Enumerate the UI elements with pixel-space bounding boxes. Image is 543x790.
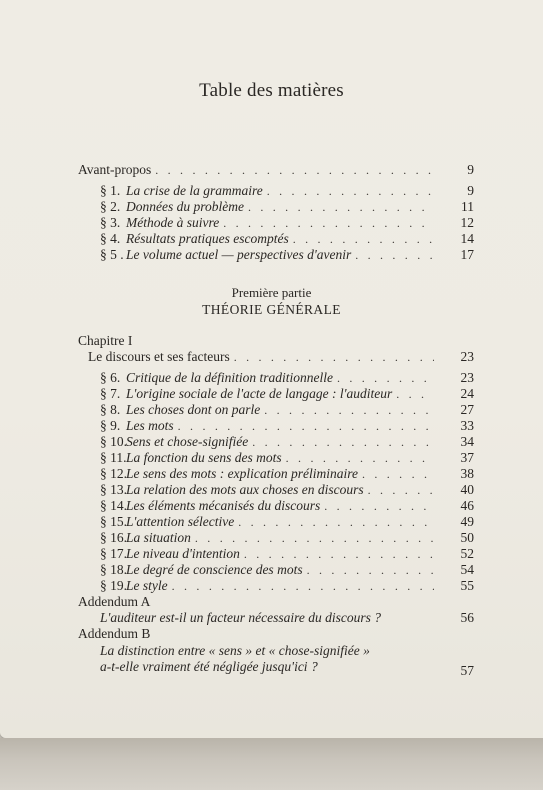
toc-entry-label: Le volume actuel — perspectives d'avenir bbox=[126, 247, 352, 262]
toc-entry bbox=[100, 546, 438, 562]
toc-page-number: 40 bbox=[460, 482, 474, 497]
toc-entry bbox=[100, 578, 438, 594]
addendum-b-text-line2: a-t-elle vraiment été négligée jusqu'ici ? bbox=[100, 659, 318, 674]
section-number: § 7. bbox=[100, 386, 121, 401]
toc-page-number: 57 bbox=[460, 663, 474, 678]
dot-leader bbox=[155, 162, 434, 178]
chapter-label: Chapitre I bbox=[78, 333, 133, 348]
section-number: § 11. bbox=[100, 450, 127, 465]
toc-page-number: 17 bbox=[460, 247, 474, 262]
toc-entry-label: Données du problème bbox=[126, 199, 244, 214]
dot-leader bbox=[244, 546, 434, 562]
toc-entry bbox=[100, 466, 438, 482]
toc-page-number: 11 bbox=[461, 199, 474, 214]
part-label: Première partie bbox=[231, 285, 312, 300]
toc-entry bbox=[100, 514, 438, 530]
dot-leader bbox=[234, 349, 434, 365]
dot-leader bbox=[324, 498, 434, 514]
section-number: § 16. bbox=[100, 530, 127, 545]
toc-page-number: 49 bbox=[460, 514, 474, 529]
dot-leader bbox=[248, 199, 434, 215]
toc-entry bbox=[100, 450, 438, 466]
section-number: § 8. bbox=[100, 402, 121, 417]
toc-entry-label: Avant-propos bbox=[78, 162, 152, 177]
toc-entry-label: Les éléments mécanisés du discours bbox=[126, 498, 321, 513]
toc-entry bbox=[100, 199, 438, 215]
toc-entry bbox=[100, 482, 438, 498]
addendum-a-label: Addendum A bbox=[78, 594, 151, 609]
toc-entry-chapter bbox=[88, 349, 438, 365]
dot-leader bbox=[238, 514, 434, 530]
toc-entry-label: Le sens des mots : explication préliminaire bbox=[126, 466, 358, 481]
toc-entry-label: Critique de la définition traditionnelle bbox=[126, 370, 333, 385]
addendum-a-text: L'auditeur est-il un facteur nécessaire du discours ? bbox=[100, 610, 381, 625]
toc-page-number: 14 bbox=[460, 231, 474, 246]
section-number: § 5 . bbox=[100, 247, 124, 262]
toc-entry-label: Sens et chose-signifiée bbox=[126, 434, 249, 449]
toc-page-number: 23 bbox=[460, 349, 474, 364]
toc-entry bbox=[100, 418, 438, 434]
toc-page-number: 38 bbox=[460, 466, 474, 481]
dot-leader bbox=[264, 402, 434, 418]
section-number: § 14. bbox=[100, 498, 127, 513]
dot-leader bbox=[307, 562, 434, 578]
dot-leader bbox=[178, 418, 434, 434]
section-number: § 17. bbox=[100, 546, 127, 561]
toc-entry-avant-propos bbox=[78, 162, 438, 178]
toc-entry-label: La crise de la grammaire bbox=[126, 183, 263, 198]
section-number: § 15. bbox=[100, 514, 127, 529]
section-number: § 9. bbox=[100, 418, 121, 433]
section-number: § 3. bbox=[100, 215, 121, 230]
toc-entry bbox=[100, 183, 438, 199]
toc-entry-label: Le style bbox=[126, 578, 168, 593]
section-number: § 12. bbox=[100, 466, 127, 481]
addendum-b-text-line1: La distinction entre « sens » et « chose-signifiée » bbox=[100, 643, 370, 658]
dot-leader bbox=[396, 386, 434, 402]
part-title: THÉORIE GÉNÉRALE bbox=[202, 302, 341, 317]
toc-entry-label: L'origine sociale de l'acte de langage : l'auditeur bbox=[126, 386, 393, 401]
section-number: § 18. bbox=[100, 562, 127, 577]
toc-entry-label: L'attention sélective bbox=[126, 514, 235, 529]
chapter-title: Le discours et ses facteurs bbox=[88, 349, 230, 364]
section-number: § 19. bbox=[100, 578, 127, 593]
dot-leader bbox=[267, 183, 434, 199]
dot-leader bbox=[252, 434, 434, 450]
toc-page-number: 54 bbox=[460, 562, 474, 577]
toc-entry bbox=[100, 215, 438, 231]
toc-page-number: 9 bbox=[467, 162, 474, 177]
toc-entry bbox=[100, 231, 438, 247]
toc-page-number: 24 bbox=[460, 386, 474, 401]
dot-leader bbox=[293, 231, 434, 247]
section-number: § 2. bbox=[100, 199, 121, 214]
toc-page-number: 55 bbox=[460, 578, 474, 593]
toc-entry-label: Résultats pratiques escomptés bbox=[126, 231, 289, 246]
toc-entry bbox=[100, 530, 438, 546]
dot-leader bbox=[223, 215, 434, 231]
toc-entry-label: Les mots bbox=[126, 418, 174, 433]
toc-page-number: 46 bbox=[460, 498, 474, 513]
section-number: § 13. bbox=[100, 482, 127, 497]
toc-page-number: 9 bbox=[467, 183, 474, 198]
toc-page-number: 33 bbox=[460, 418, 474, 433]
toc-page-number: 50 bbox=[460, 530, 474, 545]
section-number: § 10. bbox=[100, 434, 127, 449]
addendum-b-label: Addendum B bbox=[78, 626, 151, 641]
toc-page-number: 12 bbox=[460, 215, 474, 230]
toc-page-number: 56 bbox=[460, 610, 474, 625]
toc-entry bbox=[100, 402, 438, 418]
toc-entry-label: La relation des mots aux choses en discours bbox=[126, 482, 364, 497]
toc-entry-label: La situation bbox=[126, 530, 191, 545]
page-stack-edge bbox=[0, 738, 543, 790]
toc-entry-label: La fonction du sens des mots bbox=[126, 450, 282, 465]
toc-entry bbox=[100, 562, 438, 578]
dot-leader bbox=[368, 482, 434, 498]
toc-entry bbox=[100, 370, 438, 386]
dot-leader bbox=[286, 450, 434, 466]
toc-entry-label: Méthode à suivre bbox=[126, 215, 220, 230]
dot-leader bbox=[195, 530, 434, 546]
toc-page-number: 23 bbox=[460, 370, 474, 385]
toc-entry bbox=[100, 386, 438, 402]
section-number: § 1. bbox=[100, 183, 121, 198]
section-number: § 4. bbox=[100, 231, 121, 246]
toc-page-number: 34 bbox=[460, 434, 474, 449]
toc-entry bbox=[100, 434, 438, 450]
dot-leader bbox=[172, 578, 434, 594]
toc-entry bbox=[100, 498, 438, 514]
section-number: § 6. bbox=[100, 370, 121, 385]
dot-leader bbox=[355, 247, 434, 263]
dot-leader bbox=[362, 466, 434, 482]
toc-page-number: 52 bbox=[460, 546, 474, 561]
toc-entry-label: Les choses dont on parle bbox=[126, 402, 261, 417]
toc-entry bbox=[100, 247, 438, 263]
toc-entry-label: Le niveau d'intention bbox=[126, 546, 240, 561]
toc-page-number: 27 bbox=[460, 402, 474, 417]
toc-entry-label: Le degré de conscience des mots bbox=[126, 562, 303, 577]
toc-page-number: 37 bbox=[460, 450, 474, 465]
dot-leader bbox=[337, 370, 434, 386]
page-title: Table des matières bbox=[199, 80, 344, 101]
